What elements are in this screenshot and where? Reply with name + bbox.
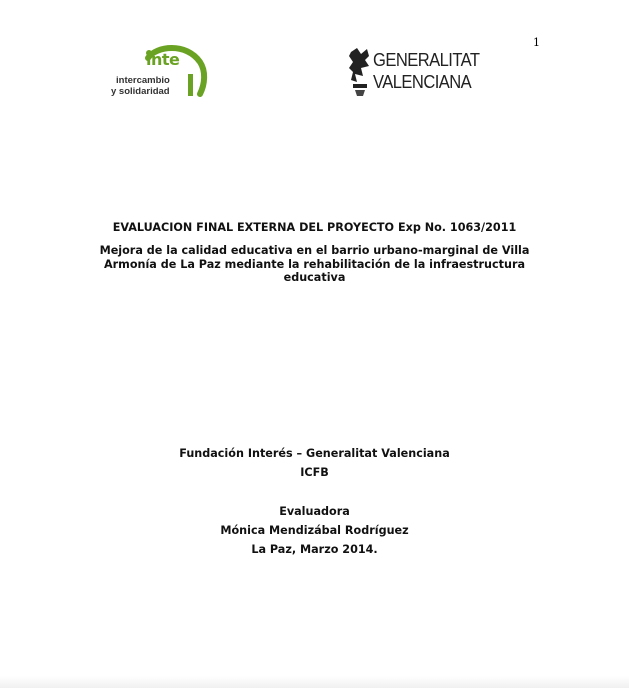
intered-tagline-2: y solidaridad	[111, 86, 170, 97]
intered-tagline-1: intercambio	[116, 75, 170, 86]
subtitle-line-2: Armonía de La Paz mediante la rehabilitación de la infraestructura	[103, 257, 526, 271]
subtitle-line-1: Mejora de la calidad educativa en el barrio urbano-marginal de Villa	[99, 244, 530, 257]
generalitat-line-2: VALENCIANA	[373, 72, 472, 92]
generalitat-line-1: GENERALITAT	[373, 50, 480, 70]
generalitat-emblem-icon	[347, 46, 373, 100]
intered-logo	[108, 44, 208, 102]
subtitle-line-3: educativa	[283, 271, 346, 284]
author-name: Mónica Mendizábal Rodríguez	[220, 524, 409, 537]
author-role: Evaluadora	[279, 505, 350, 518]
place-date: La Paz, Marzo 2014.	[251, 543, 378, 556]
page-number: 1	[533, 36, 540, 49]
generalitat-logo	[347, 46, 485, 100]
document-subtitle	[0, 244, 629, 285]
document-title: EVALUACION FINAL EXTERNA DEL PROYECTO Exp No. 1063/2011	[112, 221, 517, 234]
organization-code: ICFB	[300, 466, 329, 479]
organization: Fundación Interés – Generalitat Valenciana	[179, 447, 450, 460]
intered-wordmark: inte	[146, 50, 180, 69]
page-bottom-edge	[0, 676, 629, 688]
